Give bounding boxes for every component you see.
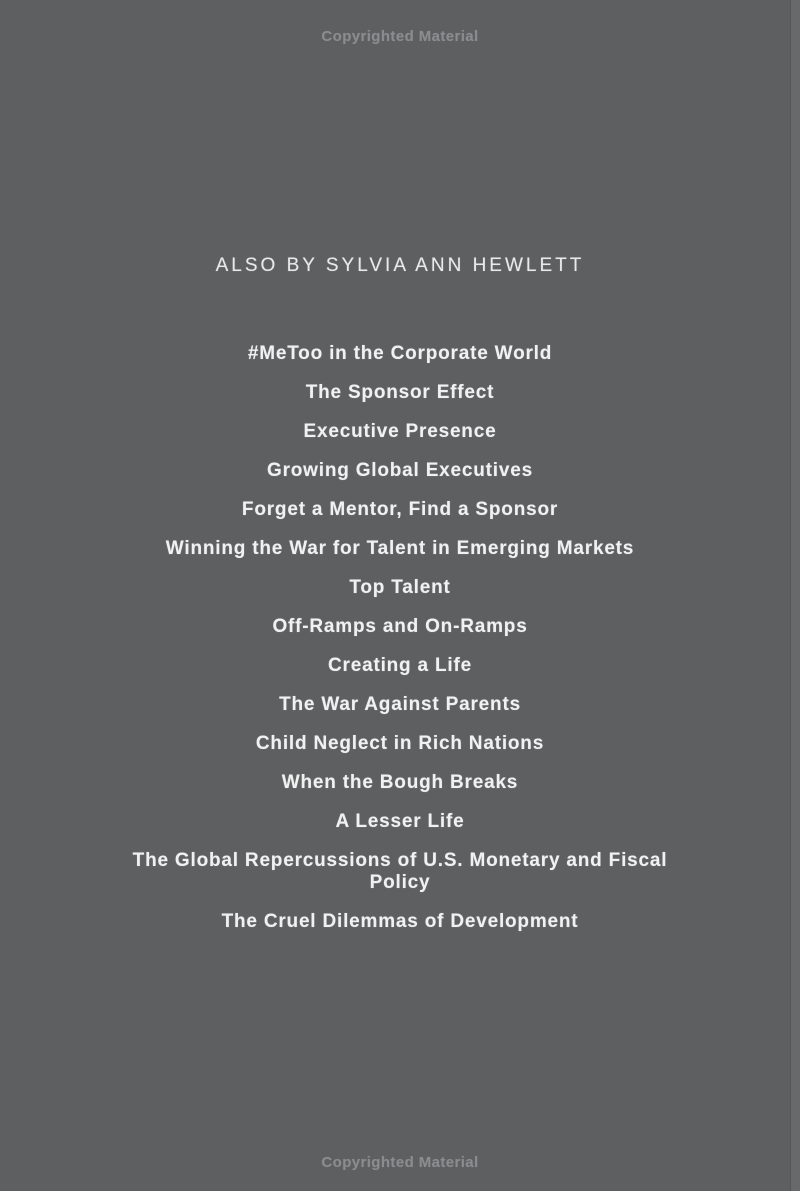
book-title: Off-Ramps and On-Ramps xyxy=(272,616,528,637)
page-scan-edge-bottom xyxy=(0,1191,800,1196)
book-title: The Cruel Dilemmas of Development xyxy=(221,911,579,932)
book-title-list xyxy=(120,343,680,933)
book-title: Creating a Life xyxy=(328,655,472,676)
book-title: Executive Presence xyxy=(303,421,497,442)
book-title: The Global Repercussions of U.S. Monetary and Fiscal Policy xyxy=(132,850,668,893)
page-scan-edge-right xyxy=(790,0,800,1191)
book-title: Forget a Mentor, Find a Sponsor xyxy=(241,499,559,520)
book-title: Growing Global Executives xyxy=(266,460,533,481)
book-title: When the Bough Breaks xyxy=(281,772,519,793)
book-title: The Sponsor Effect xyxy=(305,382,495,403)
book-title: Winning the War for Talent in Emerging Markets xyxy=(165,538,635,559)
copyright-watermark-top: Copyrighted Material xyxy=(321,28,479,45)
copyright-watermark-bottom: Copyrighted Material xyxy=(321,1154,479,1171)
also-by-heading: ALSO BY SYLVIA ANN HEWLETT xyxy=(215,255,585,276)
book-title: Top Talent xyxy=(349,577,451,598)
book-title: The War Against Parents xyxy=(279,694,521,715)
book-title: A Lesser Life xyxy=(335,811,465,832)
book-title: Child Neglect in Rich Nations xyxy=(255,733,545,754)
book-title: #MeToo in the Corporate World xyxy=(247,343,553,364)
